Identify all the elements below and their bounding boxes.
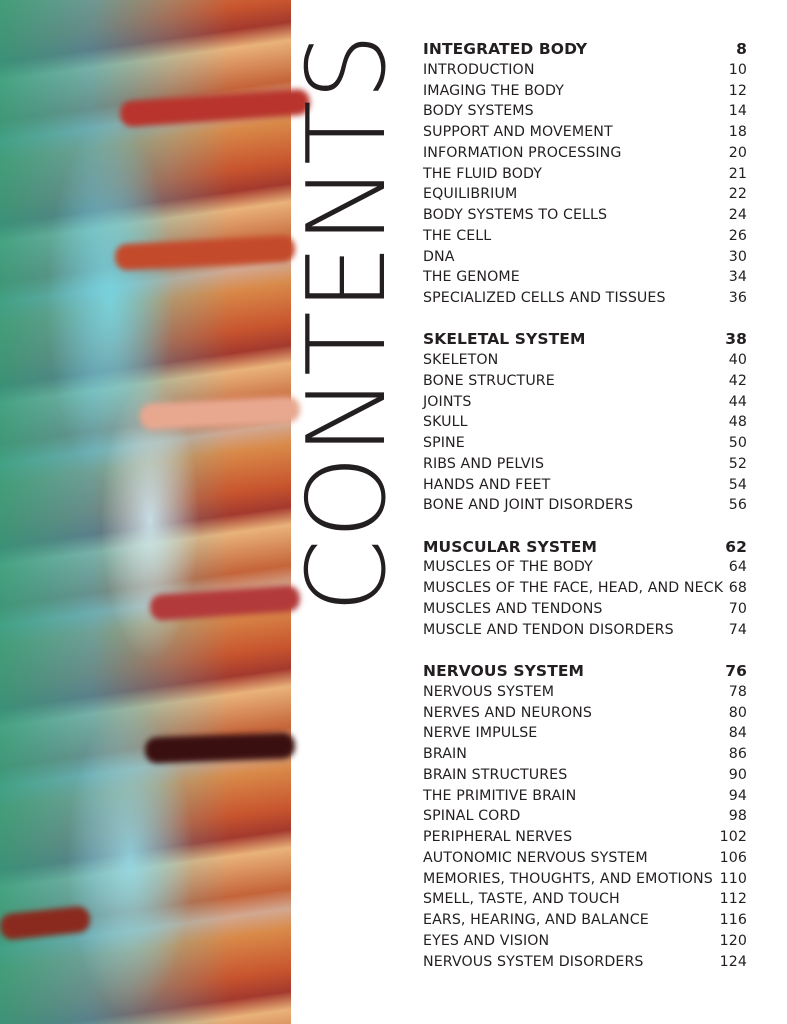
entry-title: IMAGING THE BODY <box>423 82 565 99</box>
entry-page-number: 36 <box>728 290 747 306</box>
section-page-number: 38 <box>725 330 747 349</box>
entry-page-number: 74 <box>728 621 747 638</box>
entry-title: NERVOUS SYSTEM DISORDERS <box>423 953 644 970</box>
toc-entry[interactable] <box>423 267 747 288</box>
entry-page-number: 12 <box>728 82 747 99</box>
entry-page-number: 94 <box>728 787 747 804</box>
entry-page-number: 84 <box>728 725 747 742</box>
toc-section <box>423 39 747 309</box>
entry-title: EYES AND VISION <box>423 932 550 949</box>
toc-entry[interactable] <box>423 143 747 164</box>
toc-entry[interactable] <box>423 495 747 516</box>
toc-entry[interactable] <box>423 164 747 185</box>
entry-page-number: 34 <box>728 269 747 286</box>
toc-entry[interactable] <box>423 122 747 143</box>
entry-page-number: 68 <box>728 580 747 597</box>
table-of-contents <box>423 39 747 993</box>
toc-entry[interactable] <box>423 848 747 869</box>
entry-title: BONE AND JOINT DISORDERS <box>423 497 634 514</box>
section-page-number: 76 <box>725 662 747 681</box>
entry-page-number: 90 <box>728 766 747 783</box>
entry-page-number: 20 <box>728 144 747 161</box>
entry-page-number: 42 <box>728 372 747 389</box>
spine-xray-image <box>0 0 291 1024</box>
toc-entry[interactable] <box>423 247 747 268</box>
entry-page-number: 24 <box>728 207 747 223</box>
entry-title: THE GENOME <box>423 269 520 286</box>
entry-title: MUSCLES OF THE FACE, HEAD, AND NECK <box>423 580 724 597</box>
svg-text:CONTENTS: CONTENTS <box>285 22 410 613</box>
toc-entry[interactable] <box>423 806 747 827</box>
entry-page-number: 10 <box>728 61 747 78</box>
entry-title: EQUILIBRIUM <box>423 186 518 203</box>
entry-page-number: 54 <box>728 476 747 493</box>
entry-title: MUSCLES OF THE BODY <box>423 559 593 576</box>
entry-page-number: 110 <box>719 870 747 887</box>
entry-page-number: 106 <box>719 849 747 866</box>
section-title: SKELETAL SYSTEM <box>423 330 586 349</box>
entry-page-number: 64 <box>728 559 747 576</box>
toc-entry[interactable] <box>423 226 747 247</box>
toc-entry[interactable] <box>423 350 747 371</box>
toc-entry[interactable] <box>423 288 747 309</box>
toc-entry[interactable] <box>423 81 747 102</box>
entry-title: BODY SYSTEMS TO CELLS <box>423 207 608 223</box>
toc-entry[interactable] <box>423 475 747 496</box>
toc-entry[interactable] <box>423 60 747 81</box>
toc-entry[interactable] <box>423 765 747 786</box>
entry-page-number: 21 <box>728 165 747 182</box>
toc-entry[interactable] <box>423 371 747 392</box>
entry-title: PERIPHERAL NERVES <box>423 829 573 846</box>
toc-entry[interactable] <box>423 578 747 599</box>
entry-page-number: 102 <box>719 829 747 846</box>
entry-page-number: 124 <box>719 953 747 970</box>
section-page-number: 8 <box>736 40 747 58</box>
section-page-number: 62 <box>725 537 747 556</box>
entry-title: SKULL <box>423 414 468 431</box>
entry-page-number: 22 <box>728 186 747 203</box>
entry-page-number: 80 <box>728 704 747 721</box>
entry-page-number: 18 <box>728 124 747 140</box>
toc-entry[interactable] <box>423 392 747 413</box>
entry-title: NERVOUS SYSTEM <box>423 683 555 700</box>
contents-heading <box>285 22 410 615</box>
entry-title: SPINAL CORD <box>423 808 521 825</box>
entry-page-number: 48 <box>728 414 747 431</box>
entry-page-number: 52 <box>728 455 747 472</box>
entry-title: BODY SYSTEMS <box>423 103 534 120</box>
toc-entry[interactable] <box>423 889 747 910</box>
toc-entry[interactable] <box>423 184 747 205</box>
toc-entry[interactable] <box>423 931 747 952</box>
entry-title: SUPPORT AND MOVEMENT <box>423 124 613 140</box>
toc-entry[interactable] <box>423 101 747 122</box>
entry-title: BRAIN <box>423 746 468 763</box>
toc-entry[interactable] <box>423 599 747 620</box>
entry-title: AUTONOMIC NERVOUS SYSTEM <box>423 849 648 866</box>
entry-page-number: 120 <box>719 932 747 949</box>
entry-title: MUSCLE AND TENDON DISORDERS <box>423 621 674 638</box>
toc-entry[interactable] <box>423 744 747 765</box>
entry-page-number: 50 <box>728 435 747 452</box>
entry-title: INFORMATION PROCESSING <box>423 144 622 161</box>
entry-title: DNA <box>423 248 455 265</box>
section-header[interactable] <box>423 329 747 350</box>
toc-entry[interactable] <box>423 433 747 454</box>
entry-title: INTRODUCTION <box>423 61 535 78</box>
entry-page-number: 14 <box>728 103 747 120</box>
section-header[interactable] <box>423 661 747 682</box>
entry-title: HANDS AND FEET <box>423 476 551 493</box>
entry-title: THE FLUID BODY <box>423 165 543 182</box>
entry-title: NERVE IMPULSE <box>423 725 538 742</box>
toc-entry[interactable] <box>423 682 747 703</box>
toc-entry[interactable] <box>423 620 747 641</box>
entry-page-number: 112 <box>719 891 747 908</box>
entry-title: EARS, HEARING, AND BALANCE <box>423 912 649 929</box>
entry-page-number: 116 <box>719 912 747 929</box>
entry-title: BRAIN STRUCTURES <box>423 766 568 783</box>
toc-entry[interactable] <box>423 786 747 807</box>
section-header[interactable] <box>423 39 747 60</box>
toc-entry[interactable] <box>423 557 747 578</box>
entry-title: SMELL, TASTE, AND TOUCH <box>423 891 620 908</box>
toc-section <box>423 661 747 972</box>
toc-entry[interactable] <box>423 952 747 973</box>
toc-section <box>423 537 747 641</box>
entry-page-number: 44 <box>728 393 747 410</box>
entry-page-number: 56 <box>728 497 747 514</box>
entry-title: SPINE <box>423 435 465 452</box>
entry-page-number: 78 <box>728 683 747 700</box>
entry-page-number: 26 <box>728 227 747 244</box>
toc-entry[interactable] <box>423 703 747 724</box>
toc-entry[interactable] <box>423 723 747 744</box>
entry-title: BONE STRUCTURE <box>423 372 555 389</box>
entry-title: THE CELL <box>423 227 492 244</box>
entry-page-number: 30 <box>728 248 747 265</box>
entry-title: MUSCLES AND TENDONS <box>423 600 603 617</box>
entry-title: JOINTS <box>423 393 472 410</box>
toc-entry[interactable] <box>423 869 747 890</box>
section-title: MUSCULAR SYSTEM <box>423 537 597 556</box>
toc-entry[interactable] <box>423 910 747 931</box>
entry-title: RIBS AND PELVIS <box>423 455 545 472</box>
toc-entry[interactable] <box>423 205 747 226</box>
entry-title: NERVES AND NEURONS <box>423 704 593 721</box>
toc-section <box>423 329 747 516</box>
entry-title: SKELETON <box>423 352 499 369</box>
section-title: NERVOUS SYSTEM <box>423 662 585 681</box>
entry-page-number: 98 <box>728 808 747 825</box>
entry-title: THE PRIMITIVE BRAIN <box>423 787 577 804</box>
toc-entry[interactable] <box>423 454 747 475</box>
toc-entry[interactable] <box>423 827 747 848</box>
entry-title: SPECIALIZED CELLS AND TISSUES <box>423 290 666 306</box>
entry-page-number: 40 <box>728 352 747 369</box>
toc-entry[interactable] <box>423 412 747 433</box>
entry-page-number: 70 <box>728 600 747 617</box>
section-title: INTEGRATED BODY <box>423 40 588 58</box>
entry-page-number: 86 <box>728 746 747 763</box>
entry-title: MEMORIES, THOUGHTS, AND EMOTIONS <box>423 870 713 887</box>
section-header[interactable] <box>423 537 747 558</box>
